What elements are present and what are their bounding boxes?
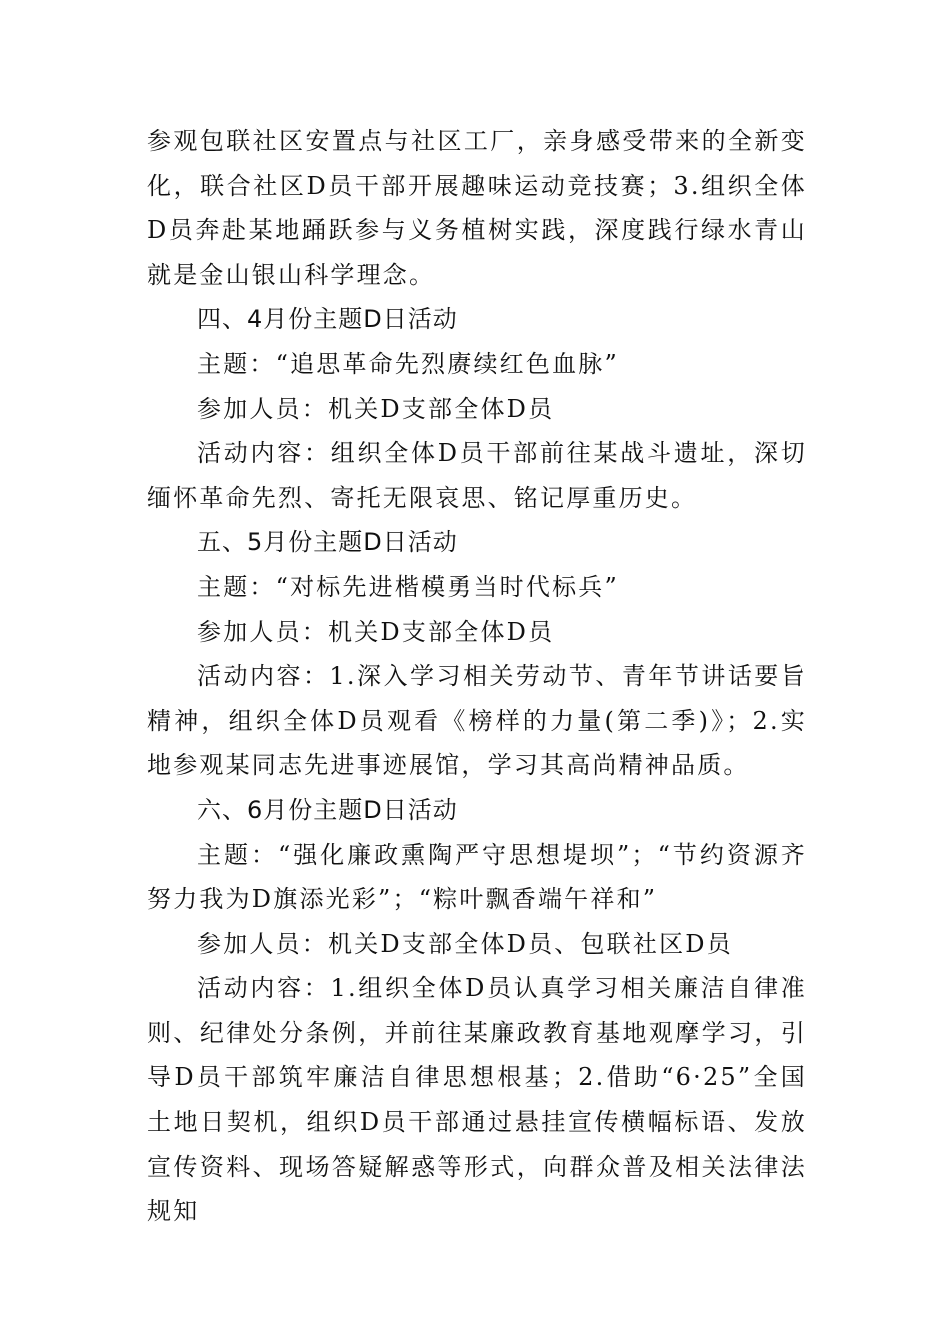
section-heading-april: 四、4月份主题D日活动 <box>197 305 458 334</box>
may-theme: 主题：“对标先进楷模勇当时代标兵” <box>197 572 619 601</box>
april-participants: 参加人员：机关D支部全体D员 <box>197 394 555 423</box>
paragraph-continuation: 参观包联社区安置点与社区工厂，亲身感受带来的全新变化，联合社区D员干部开展趣味运动竞技赛；3.组织全体D员奔赴某地踊跃参与义务植树实践，深度践行绿水青山就是金山银山科学理念。 <box>147 127 807 289</box>
june-content: 活动内容：1.组织全体D员认真学习相关廉洁自律准则、纪律处分条例，并前往某廉政教育基地观摩学习，引导D员干部筑牢廉洁自律思想根基；2.借助“6·25”全国土地日契机，组织D员干部通过悬挂宣传横幅标语、发放宣传资料、现场答疑解惑等形式，向群众普及相关法律法规知 <box>147 974 807 1226</box>
june-participants: 参加人员：机关D支部全体D员、包联社区D员 <box>197 929 733 958</box>
may-content: 活动内容：1.深入学习相关劳动节、青年节讲话要旨精神，组织全体D员观看《榜样的力量(第二季)》；2.实地参观某同志先进事迹展馆，学习其高尚精神品质。 <box>147 662 807 780</box>
april-content: 活动内容：组织全体D员干部前往某战斗遗址，深切缅怀革命先烈、寄托无限哀思、铭记厚重历史。 <box>147 439 807 512</box>
document-body <box>147 119 807 1234</box>
section-heading-may: 五、5月份主题D日活动 <box>197 528 458 557</box>
june-theme: 主题：“强化廉政熏陶严守思想堤坝”；“节约资源齐努力我为D旗添光彩”；“粽叶飘香端午祥和” <box>147 840 807 914</box>
may-participants: 参加人员：机关D支部全体D员 <box>197 617 555 646</box>
april-theme: 主题：“追思革命先烈赓续红色血脉” <box>197 349 619 378</box>
section-heading-june: 六、6月份主题D日活动 <box>197 795 458 824</box>
